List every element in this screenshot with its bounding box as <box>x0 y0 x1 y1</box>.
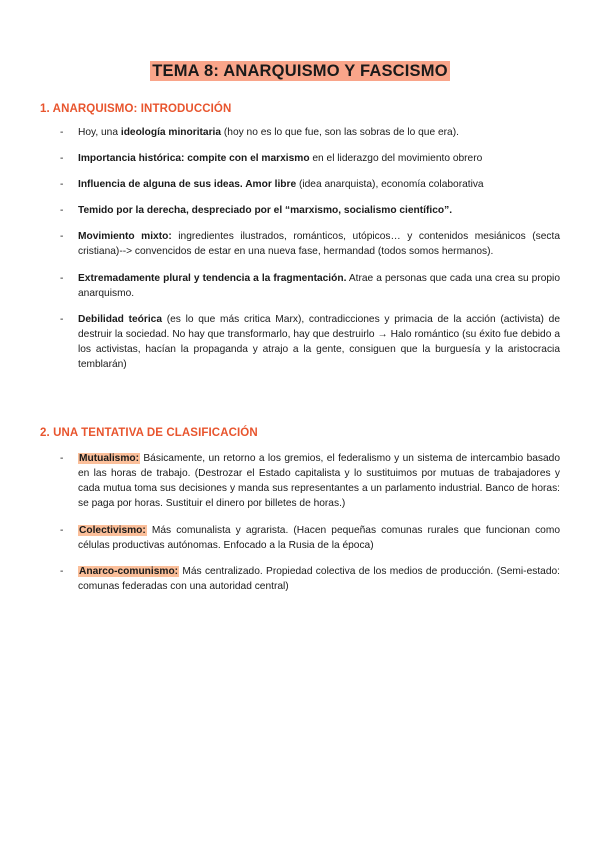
text-run: Básicamente, un retorno a los gremios, el federalismo y un sistema de intercambio basado en las horas de trabajo. (Destrozar el Estado capitalista y lo sustituimos por mutuas de trabajadores y cada mutua toma sus decisiones y manda sus representantes a un parlamento industrial. Banco de horas: se paga por horas. Sustituir el dinero por billetes de horas.) <box>78 453 560 510</box>
text-run: Más centralizado. Propiedad colectiva de los medios de producción. (Semi-estado: comunas federadas con una autoridad central) <box>78 565 560 592</box>
list-item <box>40 312 560 372</box>
section-1 <box>40 103 560 372</box>
text-run: Importancia histórica: compite con el marxismo <box>78 153 310 165</box>
text-run: Hoy, una <box>78 127 121 138</box>
text-run: Influencia de alguna de sus ideas. Amor libre <box>78 179 297 191</box>
list-item <box>40 451 560 511</box>
section-heading-2: 2. UNA TENTATIVA DE CLASIFICACIÓN <box>40 427 258 440</box>
highlighted-term: Mutualismo: <box>79 453 139 465</box>
list-item <box>40 229 560 259</box>
text-run: Atrae a personas que cada una crea su propio anarquismo. <box>78 272 560 299</box>
section-heading-1: 1. ANARQUISMO: INTRODUCCIÓN <box>40 103 232 115</box>
list-item <box>40 151 560 166</box>
page-title-text: TEMA 8: ANARQUISMO Y FASCISMO <box>152 62 448 80</box>
text-run: Movimiento mixto: <box>78 231 172 243</box>
list-item <box>40 523 560 553</box>
page-title <box>40 62 560 81</box>
text-run: ingredientes ilustrados, románticos, utópicos… y contenidos mesiánicos (secta cristiana)--> convencidos de estar en una nueva fase, hermandad (todos somos hermanos). <box>78 231 561 258</box>
text-run: (es lo que más critica Marx), contradicciones y primacia de la acción (activista) de destruir la sociedad. No hay que transformarlo, hay que destruirlo → Halo romántico (su éxito fue debido a los activistas, hacían la propaganda y atrajo a la gente, consiguen que la burguesía y la aristocracia temblarán) <box>78 313 561 371</box>
text-run: Temido por la derecha, despreciado por el “marxismo, socialismo científico”. <box>78 205 453 217</box>
list-item <box>40 203 560 218</box>
section-spacer <box>40 383 560 397</box>
text-run: (idea anarquista), economía colaborativa <box>296 179 484 191</box>
list-item <box>40 177 560 192</box>
list-item <box>40 271 560 301</box>
text-run: (hoy no es lo que fue, son las sobras de lo que era). <box>221 127 459 138</box>
highlighted-term: Anarco-comunismo: <box>79 565 179 577</box>
text-run: en el liderazgo del movimiento obrero <box>309 153 483 165</box>
text-run: Debilidad teórica <box>78 313 162 325</box>
section-2-list <box>40 451 560 594</box>
section-2 <box>40 427 560 594</box>
text-run: ideología minoritaria <box>120 127 222 138</box>
list-item <box>40 125 560 140</box>
text-run: Extremadamente plural y tendencia a la fragmentación. <box>78 272 347 284</box>
section-1-list <box>40 125 560 372</box>
highlighted-term: Colectivismo: <box>79 524 146 536</box>
text-run: Más comunalista y agrarista. (Hacen pequeñas comunas rurales que funcionan como células productivas autónomas. Enfocado a la Rusia de la época) <box>78 524 560 551</box>
list-item <box>40 564 560 594</box>
